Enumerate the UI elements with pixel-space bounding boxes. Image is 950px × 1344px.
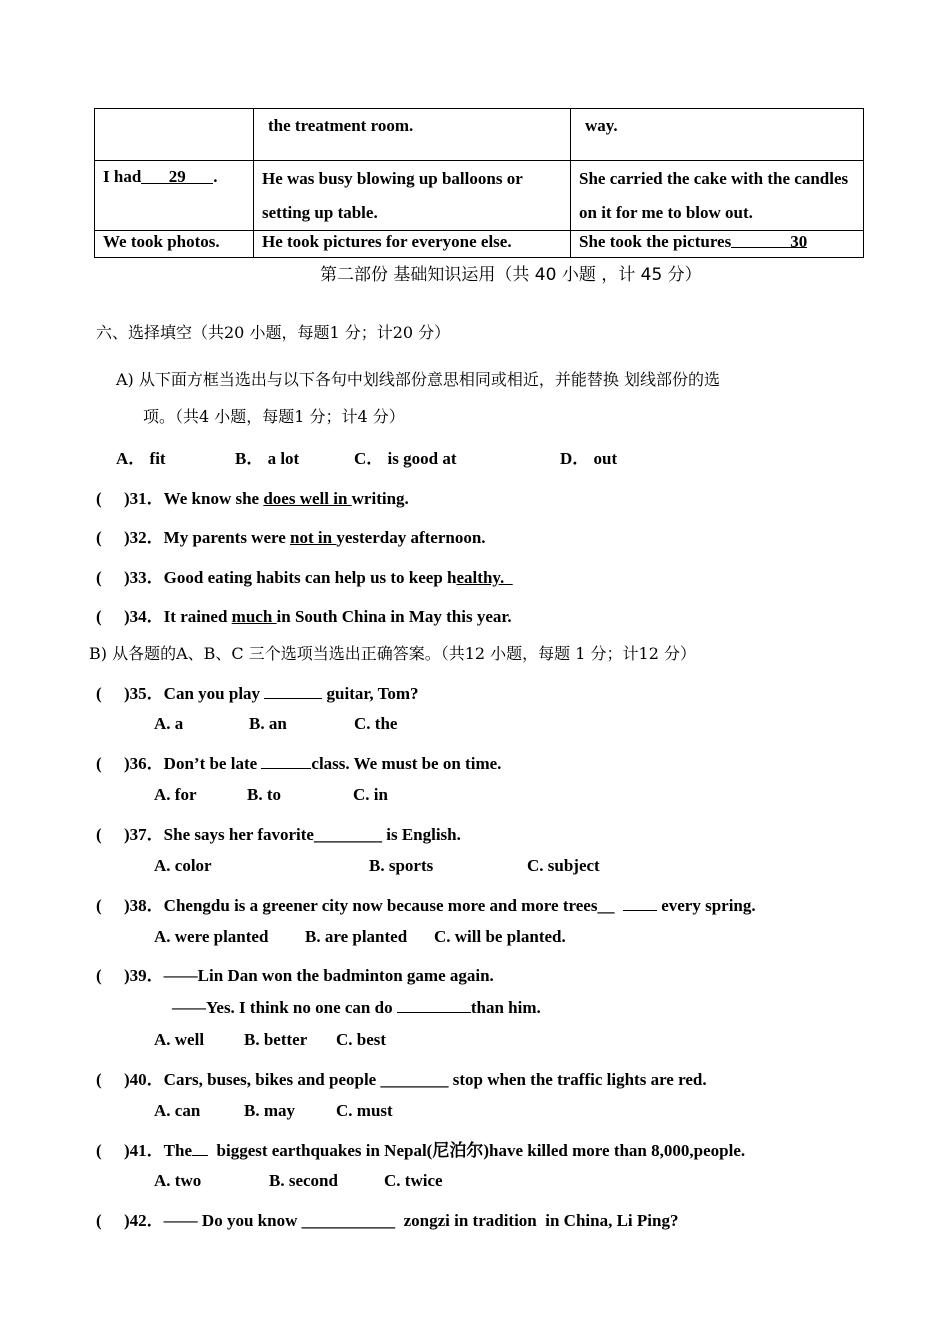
answer-blank[interactable]	[397, 996, 471, 1013]
question-39-line2: ——Yes. I think no one can do than him.	[172, 998, 541, 1017]
table-row	[95, 109, 864, 161]
option: B. second	[269, 1171, 338, 1190]
option: B. an	[249, 714, 287, 733]
table-cell: He took pictures for everyone else.	[254, 231, 571, 258]
answer-blank[interactable]	[192, 1139, 208, 1156]
table-cell: I had 29 .	[95, 161, 254, 231]
table-cell: She took the pictures 30	[571, 231, 864, 258]
table-cell	[95, 109, 254, 161]
table-cell: We took photos.	[95, 231, 254, 258]
sectionA-option-a: A． fit	[116, 449, 166, 468]
option: B. better	[244, 1030, 308, 1049]
option: A. a	[154, 714, 184, 733]
sectionA-instruction: A) 从下面方框当选出与以下各句中划线部份意思相同或相近，并能替换 划线部份的选	[116, 370, 720, 389]
question-38: ( )38．Chengdu is a greener city now because more and more trees__ every spring.	[96, 896, 756, 915]
option: C. will be planted.	[434, 927, 566, 946]
table-cell: He was busy blowing up balloons or setting up table.	[254, 161, 571, 231]
table-row	[95, 161, 864, 231]
sectionA-instruction-cont: 项。（共4 小题，每题1 分；计4 分）	[143, 407, 405, 426]
table-row	[95, 231, 864, 258]
option: B. to	[247, 785, 281, 804]
option: C. subject	[527, 856, 600, 875]
table-cell: the treatment room.	[254, 109, 571, 161]
answer-blank-29[interactable]: 29	[141, 167, 213, 184]
answer-blank-30[interactable]: 30	[731, 231, 807, 248]
option: A. can	[154, 1101, 201, 1120]
part2-heading: 第二部份 基础知识运用（共 40 小题 ，计 45 分）	[320, 265, 702, 285]
question-35: ( )35．Can you play guitar, Tom?	[96, 684, 419, 703]
question-33: ( )33．Good eating habits can help us to keep healthy.	[96, 568, 513, 587]
question-34: ( )34．It rained much in South China in May this year.	[96, 607, 512, 626]
table-cell: She carried the cake with the candles on it for me to blow out.	[571, 161, 864, 231]
question-32: ( )32．My parents were not in yesterday afternoon.	[96, 528, 486, 547]
option: A. for	[154, 785, 197, 804]
summary-table	[94, 108, 864, 258]
sectionA-option-d: D． out	[560, 449, 618, 468]
option: C. twice	[384, 1171, 443, 1190]
option: C. best	[336, 1030, 387, 1049]
option: A. well	[154, 1030, 205, 1049]
answer-blank[interactable]	[264, 682, 322, 699]
option: A. color	[154, 856, 212, 875]
question-41: ( )41．The biggest earthquakes in Nepal(尼泊尔)have killed more than 8,000,people.	[96, 1141, 746, 1160]
answer-blank[interactable]	[261, 752, 311, 769]
sectionB-heading: B) 从各题的A、B、C 三个选项当选出正确答案。（共12 小题，每题 1 分；计12 分）	[89, 644, 696, 663]
question-39: ( )39．——Lin Dan won the badminton game again.	[96, 966, 494, 985]
question-36: ( )36．Don’t be late class. We must be on time.	[96, 754, 502, 773]
option: B. may	[244, 1101, 295, 1120]
section6-heading: 六、选择填空（共20 小题，每题1 分；计20 分）	[96, 323, 451, 342]
sectionA-option-b: B． a lot	[235, 449, 300, 468]
table-cell: way.	[571, 109, 864, 161]
option: A. two	[154, 1171, 202, 1190]
option: C. in	[353, 785, 388, 804]
question-31: ( )31．We know she does well in writing.	[96, 489, 409, 508]
option: B. sports	[369, 856, 434, 875]
answer-blank[interactable]	[623, 894, 657, 911]
question-37: ( )37．She says her favorite________ is English.	[96, 825, 461, 844]
option: B. are planted	[305, 927, 408, 946]
option: C. must	[336, 1101, 393, 1120]
question-40: ( )40．Cars, buses, bikes and people ________ stop when the traffic lights are red.	[96, 1070, 707, 1089]
option: A. were planted	[154, 927, 269, 946]
sectionA-option-c: C． is good at	[354, 449, 457, 468]
question-42: ( )42．—— Do you know ___________ zongzi in tradition in China, Li Ping?	[96, 1211, 679, 1230]
option: C. the	[354, 714, 398, 733]
